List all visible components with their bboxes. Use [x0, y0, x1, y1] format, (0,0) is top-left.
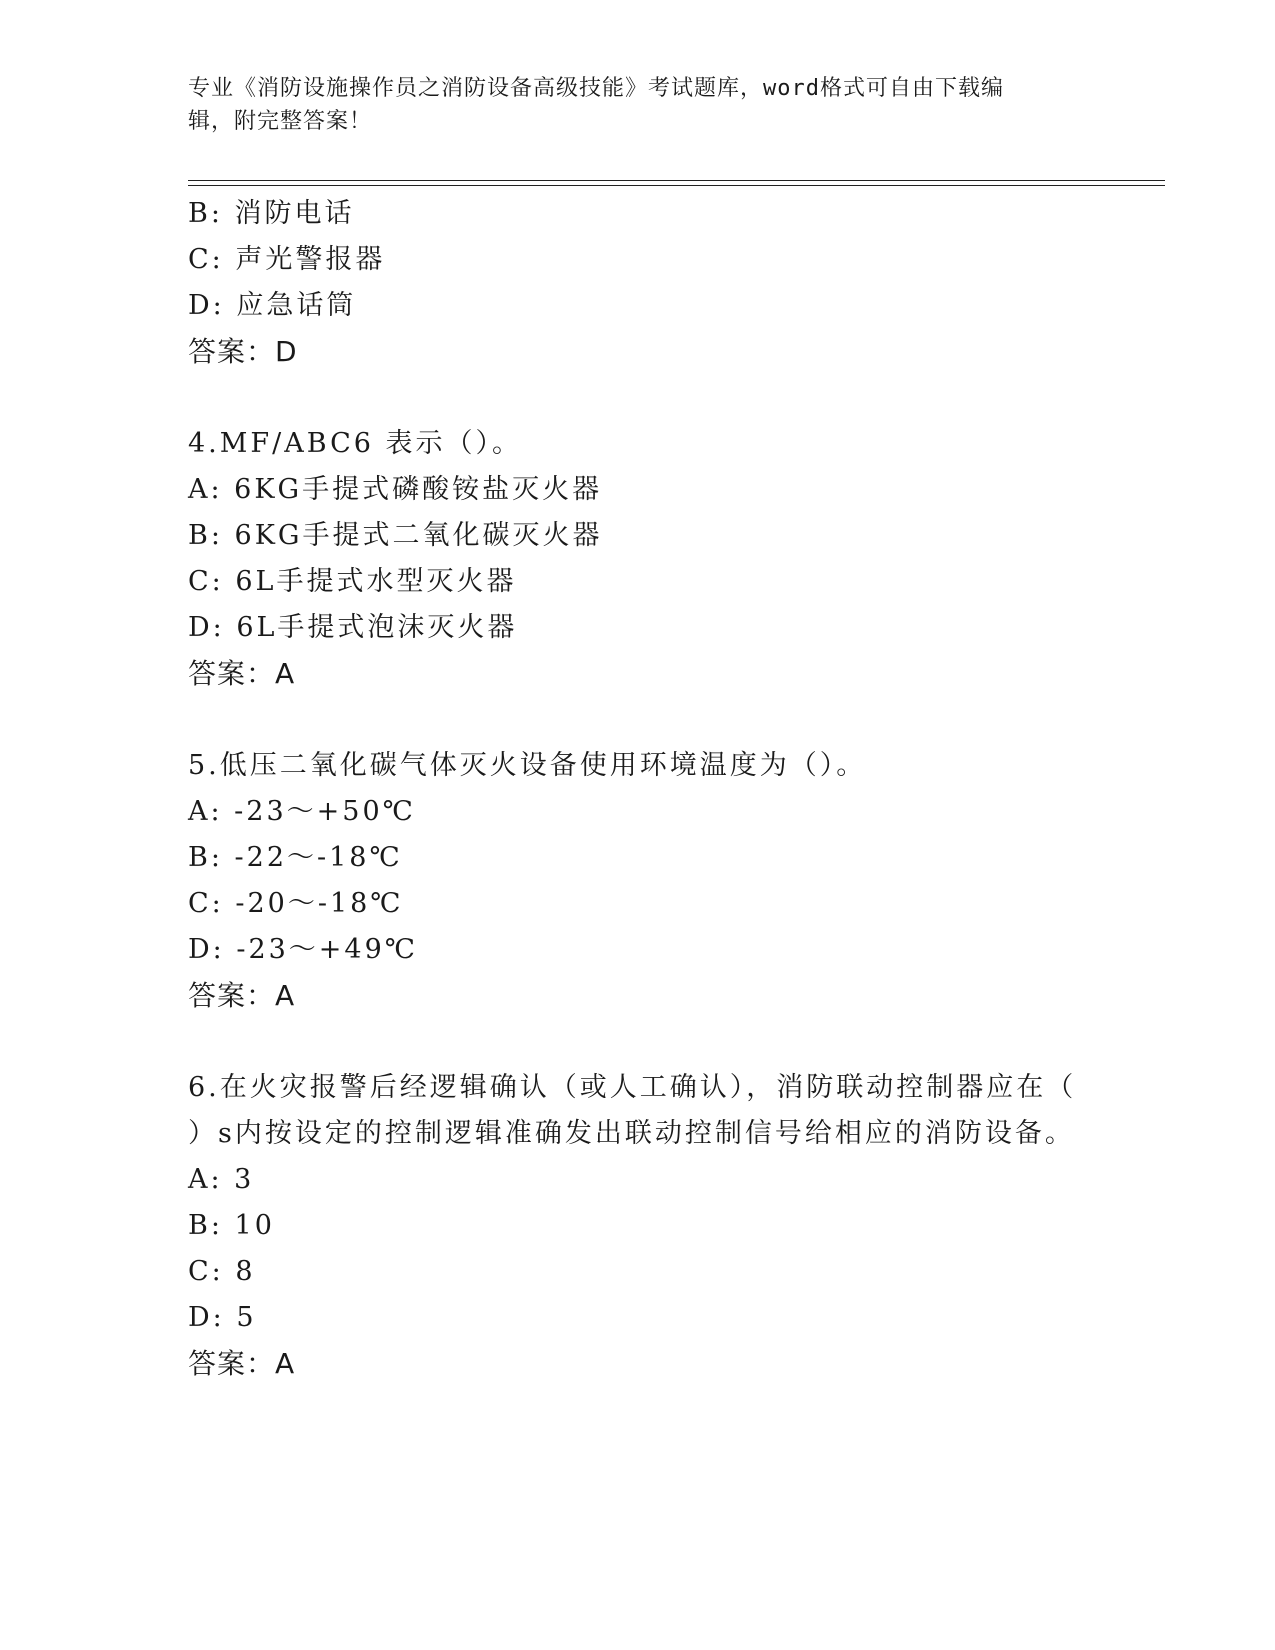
- question-6: [188, 1065, 1088, 1387]
- answer: 答案：D: [188, 335, 298, 368]
- option-d: D: 应急话筒: [188, 290, 357, 321]
- option-a: A: 3: [188, 1164, 255, 1195]
- option-c: C: 声光警报器: [188, 244, 386, 275]
- option-b: B: 10: [188, 1210, 275, 1241]
- option-b: B: 消防电话: [188, 198, 355, 229]
- question-3-tail: [188, 191, 1088, 375]
- option-d: D: 6L手提式泡沫灭火器: [188, 612, 518, 643]
- header-divider-top: [188, 180, 1165, 181]
- question-5: [188, 743, 1088, 1019]
- question-stem: 4.MF/ABC6 表示（）。: [188, 428, 522, 459]
- option-c: C: -20～-18℃: [188, 888, 404, 919]
- question-stem: 5.低压二氧化碳气体灭火设备使用环境温度为（）。: [188, 750, 867, 781]
- option-c: C: 8: [188, 1256, 256, 1287]
- option-a: A: -23～+50℃: [188, 796, 416, 827]
- header-line-2: 辑，附完整答案！: [188, 109, 373, 134]
- question-stem-line-1: 6.在火灾报警后经逻辑确认（或人工确认），消防联动控制器应在（: [188, 1072, 1077, 1103]
- document-header: [188, 72, 1078, 138]
- header-line-1: 专业《消防设施操作员之消防设备高级技能》考试题库，word格式可自由下载编: [188, 76, 1004, 101]
- question-stem-line-2: ）s内按设定的控制逻辑准确发出联动控制信号给相应的消防设备。: [188, 1118, 1075, 1149]
- option-d: D: 5: [188, 1302, 257, 1333]
- option-d: D: -23～+49℃: [188, 934, 418, 965]
- header-divider-bottom: [188, 185, 1165, 186]
- question-4: [188, 421, 1088, 697]
- answer: 答案：A: [188, 1347, 296, 1380]
- question-list: [188, 191, 1088, 1387]
- option-b: B: -22～-18℃: [188, 842, 403, 873]
- option-a: A: 6KG手提式磷酸铵盐灭火器: [188, 474, 603, 505]
- answer: 答案：A: [188, 657, 296, 690]
- option-c: C: 6L手提式水型灭火器: [188, 566, 517, 597]
- answer: 答案：A: [188, 979, 296, 1012]
- option-b: B: 6KG手提式二氧化碳灭火器: [188, 520, 603, 551]
